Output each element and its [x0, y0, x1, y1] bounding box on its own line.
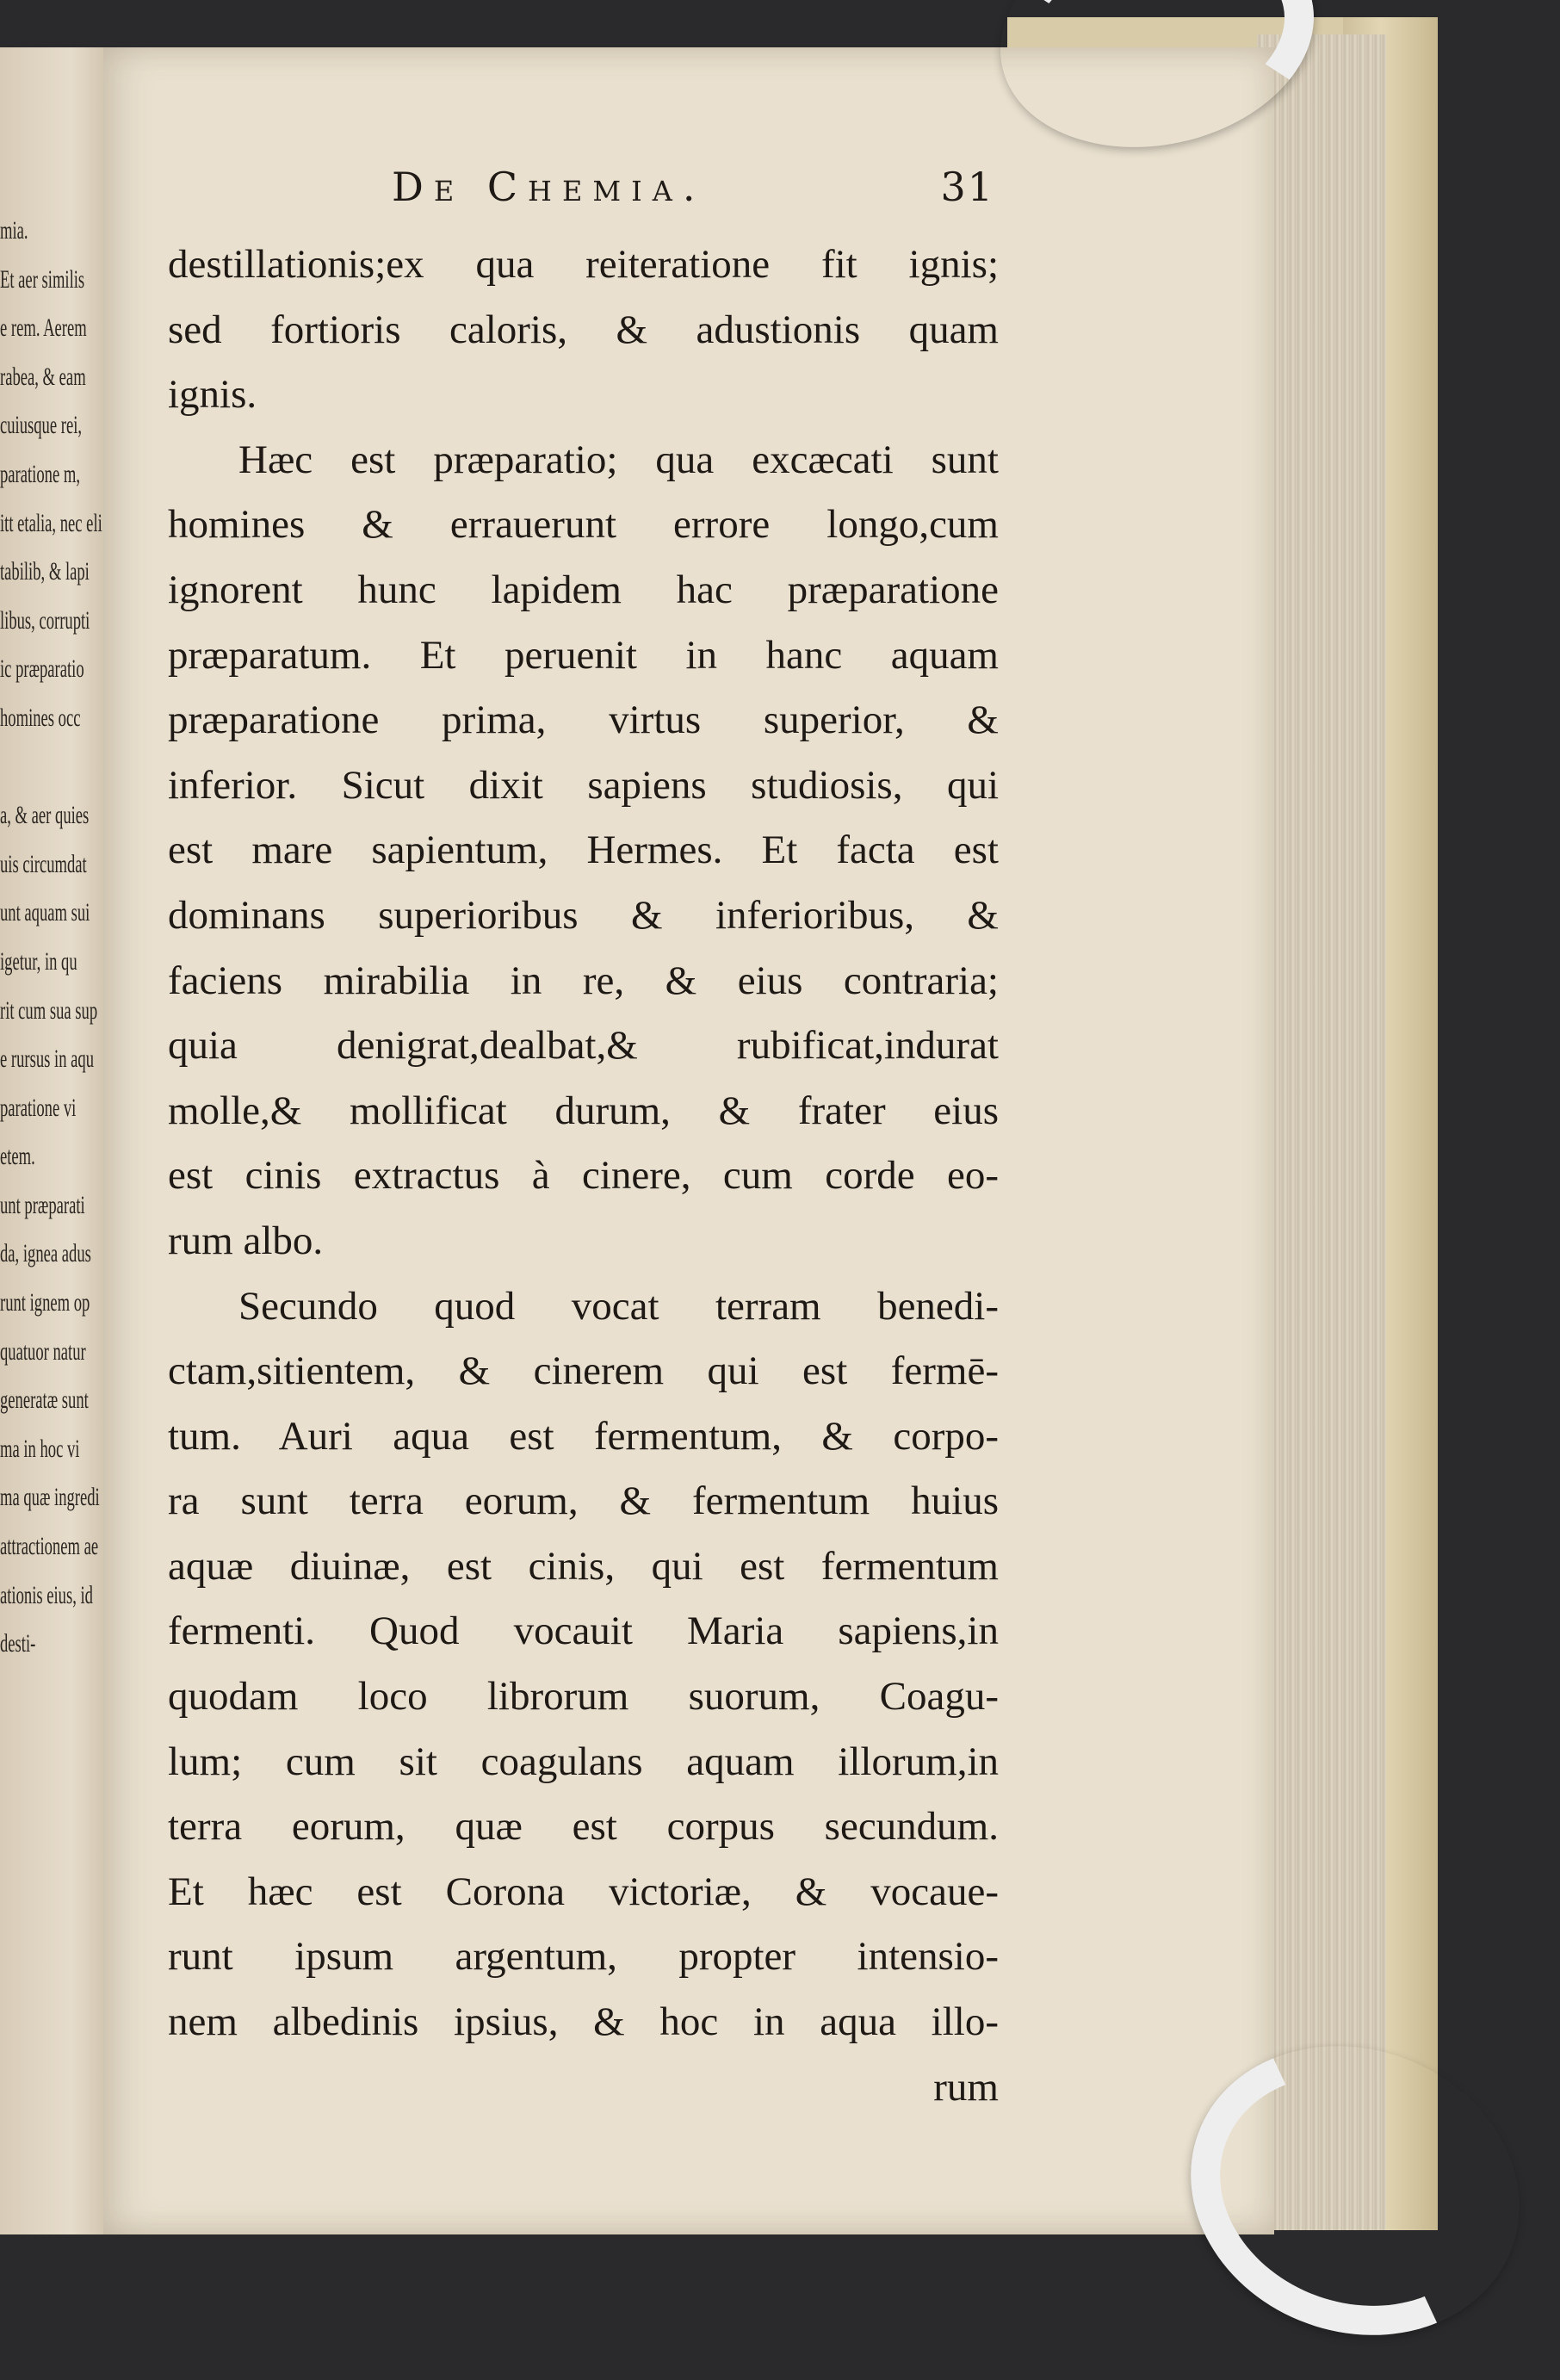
left-page-line: ma in hoc vi: [0, 1434, 80, 1463]
text-line: Et hæc est Corona victoriæ, & vocaue-: [168, 1869, 999, 1914]
left-page-line: e rursus in aqu: [0, 1044, 94, 1074]
left-page-line: rabea, & eam: [0, 362, 86, 391]
text-line: ignorent hunc lapidem hac præparatione: [168, 567, 999, 612]
text-line: ctam,sitientem, & cinerem qui est fermē-: [168, 1348, 999, 1394]
text-line: inferior. Sicut dixit sapiens studiosis, qui: [168, 762, 999, 808]
left-page-line: unt præparati: [0, 1190, 85, 1219]
text-line: nem albedinis ipsius, & hoc in aqua illo-: [168, 1999, 999, 2045]
left-page-line: ationis eius, id: [0, 1580, 93, 1609]
running-header: [392, 164, 994, 215]
text-line: est cinis extractus à cinere, cum corde eo-: [168, 1153, 999, 1199]
text-line: dominans superioribus & inferioribus, &: [168, 892, 999, 938]
text-line: quodam loco librorum suorum, Coagu-: [168, 1674, 999, 1720]
text-line: rum albo.: [168, 1218, 324, 1263]
left-page-line: uis circumdat: [0, 849, 87, 878]
left-page-line: etem.: [0, 1142, 35, 1171]
left-page-line: quatuor natur: [0, 1336, 86, 1366]
text-line: lum; cum sit coagulans aquam illorum,in: [168, 1739, 999, 1784]
left-page-line: ic præparatio: [0, 654, 84, 684]
text-line: Hæc est præparatio; qua excæcati sunt: [238, 437, 999, 482]
text-line: destillationis;ex qua reiteratione fit ignis;: [168, 242, 999, 287]
text-line: præparatum. Et peruenit in hanc aquam: [168, 632, 999, 678]
page-number: 31: [940, 164, 994, 210]
left-page-line: da, ignea adus: [0, 1239, 91, 1268]
running-title: De Chemia.: [392, 164, 706, 210]
text-line: homines & errauerunt errore longo,cum: [168, 502, 999, 548]
text-line: est mare sapientum, Hermes. Et facta est: [168, 827, 999, 873]
text-line: tum. Auri aqua est fermentum, & corpo-: [168, 1413, 999, 1459]
left-page-line: ma quæ ingredi: [0, 1483, 100, 1512]
left-page-line: paratione m,: [0, 459, 80, 488]
text-line: faciens mirabilia in re, & eius contraria;: [168, 958, 999, 1003]
text-line: runt ipsum argentum, propter intensio-: [168, 1934, 999, 1980]
text-line: rum: [933, 2064, 999, 2110]
left-page-line: a, & aer quies: [0, 801, 90, 830]
left-page-line: runt ignem op: [0, 1288, 90, 1317]
left-page-line: cuiusque rei,: [0, 411, 83, 440]
text-line: præparatione prima, virtus superior, &: [168, 697, 999, 743]
text-line: quia denigrat,dealbat,& rubificat,indurat: [168, 1023, 999, 1069]
left-page-line: rit cum sua sup: [0, 995, 98, 1025]
text-line: fermenti. Quod vocauit Maria sapiens,in: [168, 1608, 999, 1654]
text-line: aquæ diuinæ, est cinis, qui est fermentum: [168, 1543, 999, 1589]
left-page-line: Et aer similis: [0, 264, 85, 294]
left-page-line: tabilib, & lapi: [0, 557, 90, 586]
left-page-line: e rem. Aerem: [0, 313, 87, 343]
left-page-line: itt etalia, nec eli: [0, 508, 102, 537]
text-line: ignis.: [168, 372, 257, 418]
left-page-line: igetur, in qu: [0, 946, 77, 976]
body-text: [168, 232, 999, 2120]
left-page-line: attractionem ae: [0, 1532, 99, 1561]
text-line: sed fortioris caloris, & adustionis quam: [168, 307, 999, 352]
left-page-line: homines occ: [0, 703, 81, 732]
text-line: molle,& mollificat durum, & frater eius: [168, 1088, 999, 1133]
left-page-line: mia.: [0, 216, 28, 245]
text-line: Secundo quod vocat terram benedi-: [238, 1283, 999, 1329]
left-page-line: generatæ sunt: [0, 1385, 89, 1415]
left-page-line: paratione vi: [0, 1093, 77, 1122]
left-page-line: desti-: [0, 1629, 36, 1658]
left-page-line: libus, corrupti: [0, 605, 90, 635]
text-line: terra eorum, quæ est corpus secundum.: [168, 1804, 999, 1850]
left-page-line: unt aquam sui: [0, 898, 90, 927]
left-page-line: [0, 743, 79, 792]
page-block-edges: [1257, 34, 1386, 2230]
text-line: ra sunt terra eorum, & fermentum huius: [168, 1478, 999, 1524]
